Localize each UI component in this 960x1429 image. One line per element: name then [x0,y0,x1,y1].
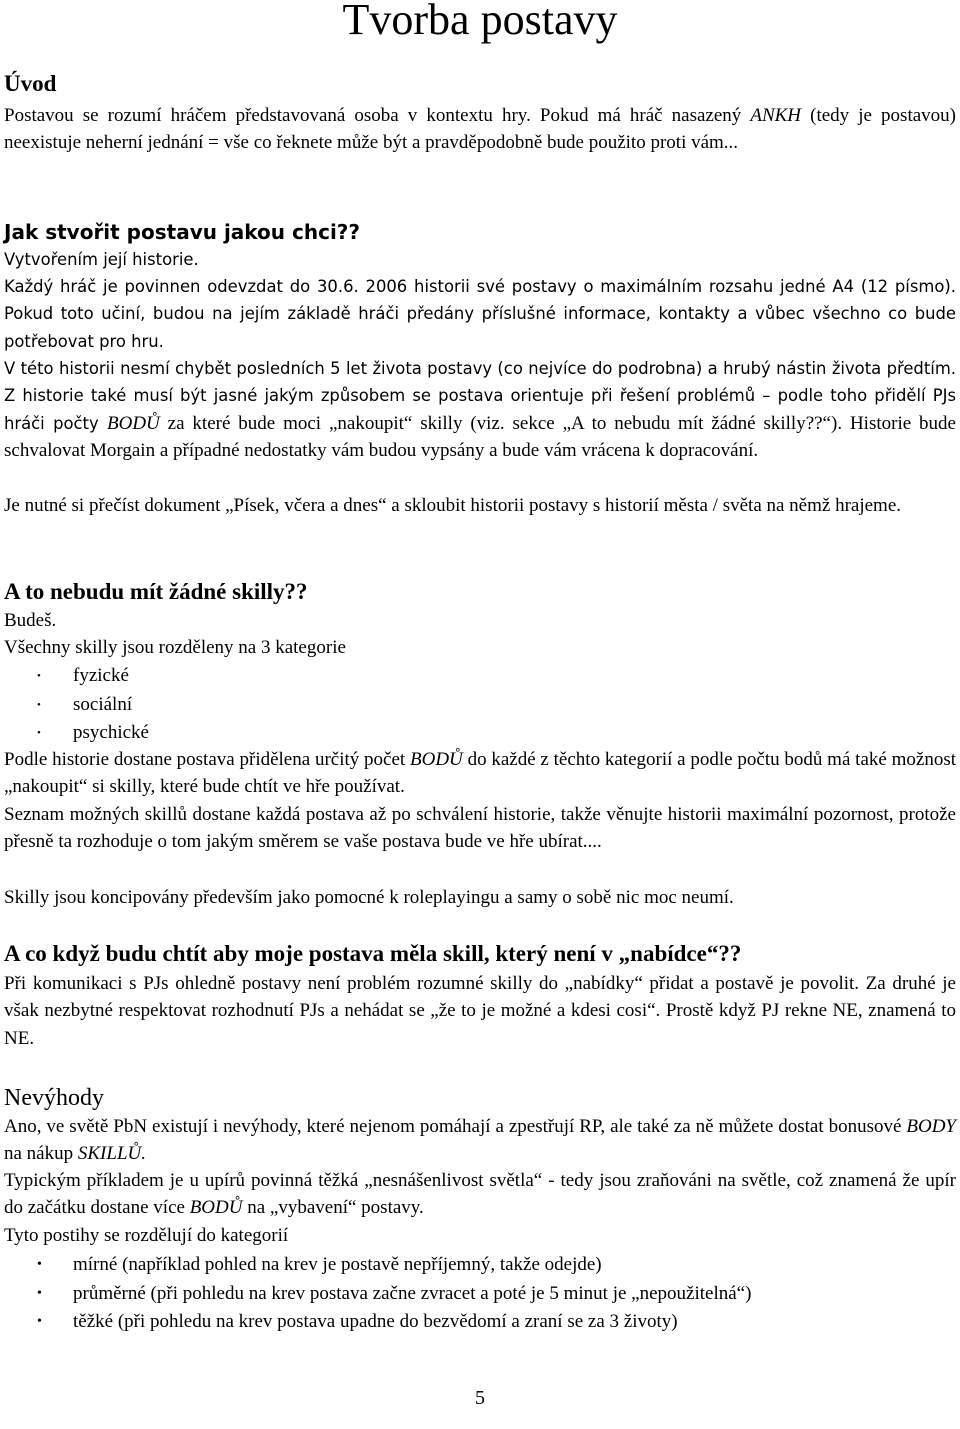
offer-paragraph: Při komunikaci s PJs ohledně postavy není problém rozumné skilly do „nabídky“ přidat a postavě je povolit. Za druhé je však nezbytné respektovat rozhodnutí PJs a nehádat se „že to je možné a kdesi cosi“. Prostě když PJ rekne NE, znamená to NE. [4,973,956,1049]
disadvantages-para1-skillu: SKILLŮ. [77,1143,146,1165]
intro-ankh: ANKH [750,105,802,126]
intro-text-a: Postavou se rozumí hráčem představovaná osoba v kontextu hry. Pokud má hráč nasazený [4,105,751,126]
disadvantages-para1-a: Ano, ve světě PbN existují i nevýhody, které nejenom pomáhají a zpestřují RP, ale také za ně můžete dostat bonusové [4,1116,907,1137]
skill-category-item: • psychické [4,719,149,748]
skill-category-item: • sociální [4,691,149,720]
create-para2 [4,355,956,465]
offer-heading: A co když budu chtít aby moje postava měla skill, který není v „nabídce“?? [4,941,742,966]
skills-line2: Všechny skilly jsou rozděleny na 3 kategorie [4,637,346,658]
disadvantages-para2-bodu: BODŮ [189,1197,243,1219]
disadvantages-para2-b: na „vybavení“ postavy. [242,1197,424,1219]
skills-para1-a: Podle historie dostane postava přidělena určitý počet [4,749,410,770]
penalty-category-item: • průměrné (při pohledu na krev postava začne zvracet a poté je 5 minut je „nepoužitelná“) [4,1280,751,1309]
penalty-category-list [4,1251,751,1337]
create-para2-a: V této historii nesmí chybět posledních 5 let života postavy (co nejvíce do podrobna) a hrubý nástin života předtím. Z historie také musí být jasné jakým způsobem se postava orientuje při řešení problémů – podle toho přidělí PJs hráči počty [4,359,956,433]
disadvantages-para1-b: na nákup [4,1143,78,1165]
intro-heading: Úvod [4,71,57,96]
disadvantages-para2 [4,1167,956,1222]
page-title: Tvorba postavy [342,0,618,44]
skills-line1: Budeš. [4,610,57,631]
penalty-category-item: • mírné (například pohled na krev je postavě nepříjemný, takže odejde) [4,1251,751,1280]
disadvantages-line3: Tyto postihy se rozdělují do kategorií [4,1225,289,1246]
create-heading: Jak stvořit postavu jakou chci?? [4,220,361,244]
skills-para3: Skilly jsou koncipovány především jako pomocné k roleplayingu a samy o sobě nic moc neumí. [4,887,734,908]
skills-para2: Seznam možných skillů dostane každá postava až po schválení historie, takže věnujte historii maximální pozornost, protože přesně ta rozhoduje o tom jakým směrem se vaše postava bude ve hře ubírat.... [4,804,956,853]
page-number: 5 [475,1387,485,1409]
skills-para1 [4,746,956,801]
skills-para1-b: do každé z těchto kategorií a podle počtu bodů má také možnost „nakoupit“ si skilly, které bude chtít ve hře používat. [4,749,956,798]
skills-para1-bodu: BODŮ [410,749,463,770]
create-para2-b: za které bude moci „nakoupit“ skilly (viz. sekce „A to nebudu mít žádné skilly??“). Historie bude schvalovat Morgain a případné nedostatky vám budou vypsány a bude vám vrácena k dopracování. [4,412,956,462]
skill-category-list [4,662,149,748]
intro-paragraph [4,102,956,157]
create-para2-bodu: BODŮ [107,412,160,434]
skills-heading: A to nebudu mít žádné skilly?? [4,579,308,604]
create-line1: Vytvořením její historie. [4,250,199,269]
disadvantages-para1 [4,1113,956,1168]
intro-text-b: (tedy je postavou) neexistuje neherní jednání = vše co řeknete může být a pravděpodobně bude použito proti vám... [4,105,956,154]
disadvantages-heading: Nevýhody [4,1085,104,1111]
disadvantages-para1-body: BODY [906,1116,956,1137]
skill-category-item: • fyzické [4,662,149,691]
create-para1: Každý hráč je povinnen odevzdat do 30.6. 2006 historii své postavy o maximálním rozsahu jedné A4 (12 písmo). Pokud toto učiní, budou na jejím základě hráči předány příslušné informace, kontakty a vůbec všechno co bude potřebovat pro hru. [4,277,956,351]
disadvantages-para2-a: Typickým příkladem je u upírů povinná těžká „nesnášenlivost světla“ - tedy jsou zraňováni na světle, což znamená že upír do začátku dostane více [4,1170,956,1219]
create-para3: Je nutné si přečíst dokument „Písek, včera a dnes“ a skloubit historii postavy s historií města / světa na němž hrajeme. [4,495,902,516]
penalty-category-item: • těžké (při pohledu na krev postava upadne do bezvědomí a zraní se za 3 životy) [4,1308,751,1337]
